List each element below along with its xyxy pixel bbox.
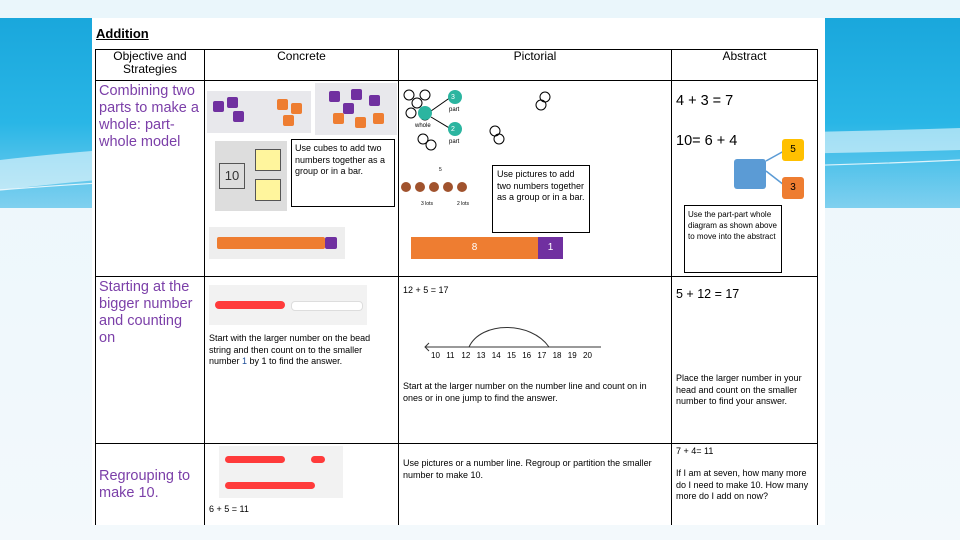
bar-part-8: 8 <box>411 237 538 259</box>
concrete-note-1: Use cubes to add two numbers together as a group or in a bar. <box>291 139 395 207</box>
whole-label: whole <box>415 123 431 129</box>
number-line-tick: 11 <box>446 351 455 360</box>
objective-counting-on: Starting at the bigger number and counting on <box>96 277 205 444</box>
concrete-cell-1 <box>205 81 399 277</box>
part-label-1: part <box>449 107 460 113</box>
tens-label-right: 2 lots <box>457 201 469 207</box>
pictorial-eq-2: 12 + 5 = 17 <box>403 285 449 295</box>
whole-box <box>734 159 766 189</box>
pictorial-cell-1 <box>399 81 672 277</box>
abstract-cell-1 <box>672 81 818 277</box>
cubes-photo-left <box>207 91 311 133</box>
abstract-cell-2 <box>672 277 818 444</box>
counters-row <box>401 179 485 193</box>
abstract-eq-3: 5 + 12 = 17 <box>676 287 740 301</box>
tens-label-left: 3 lots <box>421 201 433 207</box>
concrete-eq-3: 6 + 5 = 11 <box>209 504 249 514</box>
abstract-eq-4: 7 + 4= 11 <box>676 446 714 456</box>
concrete-cell-3 <box>205 444 399 526</box>
number-line-tick: 12 <box>461 351 471 360</box>
tens-top-label: 5 <box>439 167 442 173</box>
objective-part-whole: Combining two parts to make a whole: part-whole model <box>96 81 205 277</box>
pictorial-cell-2 <box>399 277 672 444</box>
table-row <box>96 277 818 444</box>
concrete-note-2: Start with the larger number on the bead string and then count on to the smaller number 1 by 1 to find the answer. <box>209 333 371 366</box>
pictorial-note-1: Use pictures to add two numbers together as a group or in a bar. <box>492 165 590 233</box>
number-line-tick: 13 <box>476 351 486 360</box>
abstract-note-2: Place the larger number in your head and count on the smaller number to find your answer. <box>676 373 802 406</box>
table-row <box>96 444 818 526</box>
part-top-box: 5 <box>782 139 804 161</box>
header-concrete: Concrete <box>205 50 399 81</box>
header-pictorial: Pictorial <box>399 50 672 81</box>
header-row <box>96 50 818 81</box>
abstract-eq-2: 10= 6 + 4 <box>676 133 738 149</box>
doc-title: Addition <box>96 26 149 41</box>
header-abstract: Abstract <box>672 50 818 81</box>
pictorial-note-3: Use pictures or a number line. Regroup or partition the smaller number to make 10. <box>403 458 652 480</box>
number-line-tick: 18 <box>552 351 562 360</box>
number-line-tick: 14 <box>491 351 501 360</box>
ten-label: 10 <box>219 163 245 189</box>
abstract-note-3: If I am at seven, how many more do I need to make 10. How many more do I add on now? <box>676 468 809 501</box>
bar-part-1: 1 <box>538 237 563 259</box>
strategy-table <box>95 49 818 525</box>
table-row <box>96 81 818 277</box>
number-line-tick: 17 <box>537 351 547 360</box>
cubes-photo-right <box>315 83 397 135</box>
header-objective: Objective and Strategies <box>96 50 205 81</box>
abstract-eq-1: 4 + 3 = 7 <box>676 93 734 109</box>
objective-regrouping: Regrouping to make 10. <box>96 444 205 526</box>
number-line-tick: 20 <box>583 351 592 360</box>
abstract-note-1: Use the part-part whole diagram as shown above to move into the abstract <box>684 205 782 273</box>
concrete-cell-2 <box>205 277 399 444</box>
number-line-tick: 15 <box>507 351 516 360</box>
ten-frame-photo <box>215 141 287 211</box>
number-line-tick: 10 <box>431 351 440 360</box>
cube-bar-photo <box>209 227 345 259</box>
part-bottom-box: 3 <box>782 177 804 199</box>
part-label-2: part <box>449 139 460 145</box>
abstract-cell-3 <box>672 444 818 526</box>
bead-regroup-photo <box>219 446 343 498</box>
number-line-tick: 19 <box>567 351 577 360</box>
number-line-tick: 16 <box>522 351 532 360</box>
circle-bottom-label: 2 <box>451 126 455 133</box>
pictorial-note-2: Start at the larger number on the number line and count on in ones or in one jump to find the answer. <box>403 381 647 403</box>
worksheet <box>92 18 825 525</box>
pictorial-cell-3 <box>399 444 672 526</box>
number-line-labels <box>421 351 611 363</box>
bead-string-photo <box>209 285 367 325</box>
circle-top-label: 3 <box>451 94 455 101</box>
